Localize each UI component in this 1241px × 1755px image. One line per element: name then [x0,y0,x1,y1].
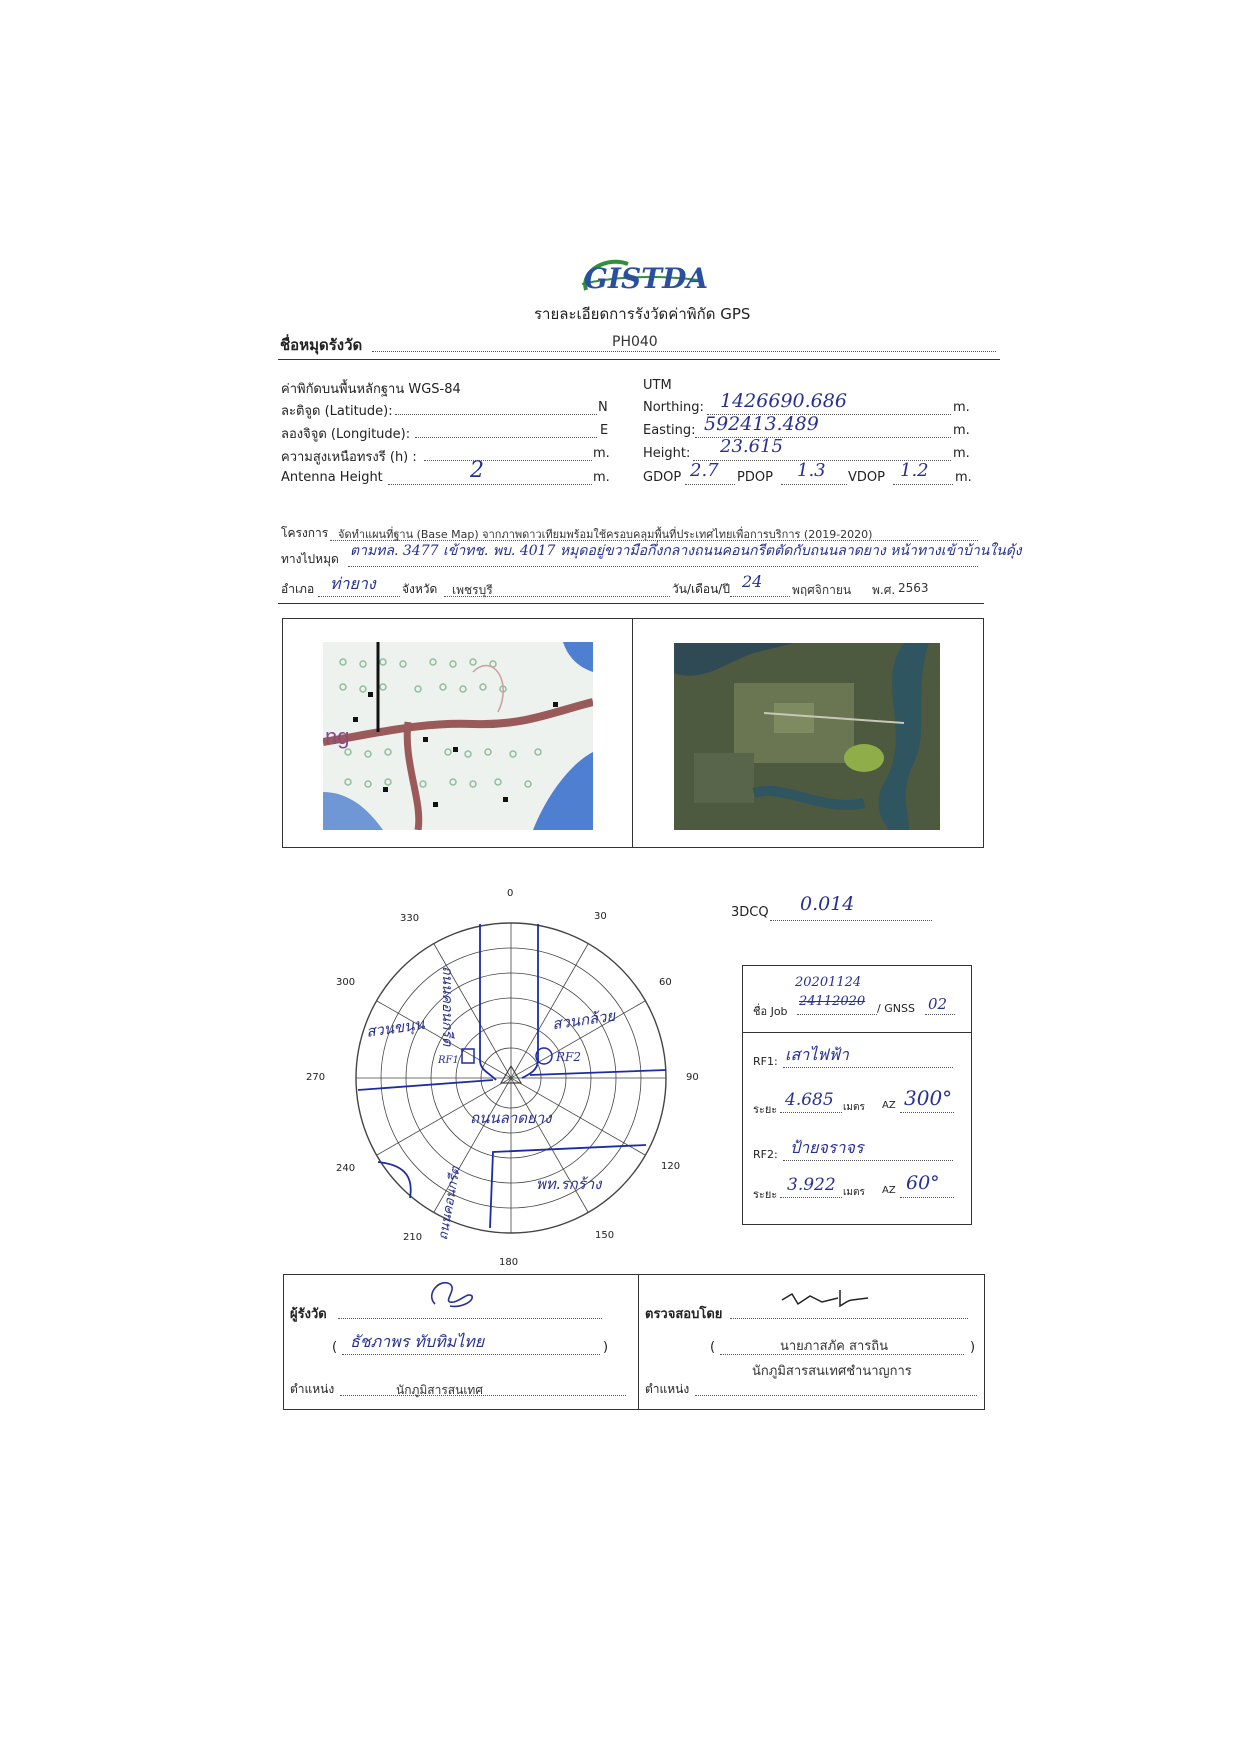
rf2-meter-label: เมตร [843,1187,865,1198]
job-label: ชื่อ Job [753,1005,788,1018]
checker-signature [778,1282,878,1314]
topographic-map [323,642,593,830]
angle-240: 240 [336,1163,356,1174]
angle-120: 120 [661,1161,681,1172]
checker-label: ตรวจสอบโดย [645,1307,723,1322]
antenna-height-label: Antenna Height [281,470,383,485]
surveyor-name: ธัชภาพร ทับทิมไทย [350,1332,485,1351]
station-label: ชื่อหมุดรังวัด [280,336,363,354]
angle-150: 150 [595,1230,615,1241]
logo-text: GISTDA [584,262,709,295]
surveyor-signature [420,1274,480,1314]
angle-180: 180 [499,1257,519,1268]
gdop-value: 2.7 [690,460,719,481]
project-value: จัดทำแผนที่ฐาน (Base Map) จากภาพดาวเทียมพร้อมใช้ครอบคลุมพื้นที่ประเทศไทยเพื่อการบริการ (2019-2020) [338,528,873,541]
angle-330: 330 [400,913,420,924]
rf1-distance-label: ระยะ [753,1103,778,1116]
longitude-label: ลองจิจูด (Longitude): [281,427,411,442]
province-label: จังหวัด [402,582,438,596]
date-day: 24 [742,572,763,591]
latitude-label: ละติจูด (Latitude): [281,404,393,419]
rf1-az-label: AZ [882,1100,896,1111]
angle-270: 270 [306,1072,326,1083]
angle-60: 60 [659,977,672,988]
date-year-label: พ.ศ. [872,583,896,597]
angle-30: 30 [594,911,607,922]
northing-value: 1426690.686 [720,390,847,412]
polar-sky-plot [308,880,716,1280]
route-value: ตามทล. 3477 เข้าทช. พบ. 4017 หมุดอยู่ขวามือกึ่งกลางถนนคอนกรีตตัดกับถนนลาดยาง หน้าทางเข้าบ้านในดุ้ง [350,543,1022,559]
note-southeast: พท.รกร้าง [536,1175,602,1193]
rf1-az: 300° [904,1086,953,1110]
easting-unit: m. [953,423,970,438]
gnss-value: 02 [928,995,948,1013]
rf2-value: ป้ายจราจร [790,1138,864,1157]
wgs84-heading: ค่าพิกัดบนพื้นหลักฐาน WGS-84 [281,382,461,397]
antenna-height-value: 2 [470,458,484,483]
antenna-height-unit: m. [593,470,610,485]
checker-title: นักภูมิสารสนเทศชำนาญการ [752,1364,912,1379]
note-north: ถนนคอนกรีต [439,966,455,1047]
province-value: เพชรบุรี [452,583,493,597]
rf2-label: RF2: [753,1148,778,1161]
gnss-label: / GNSS [877,1002,915,1015]
latitude-unit: N [598,400,608,415]
checker-name: นายภาสภัค สารถิน [780,1339,888,1354]
rf2-distance: 3.922 [787,1175,836,1195]
rf1-value: เสาไฟฟ้า [785,1045,849,1064]
angle-210: 210 [403,1232,423,1243]
district-label: อำเภอ [281,582,315,596]
utm-height-unit: m. [953,446,970,461]
note-south: ถนนลาดยาง [470,1109,552,1127]
vdop-label: VDOP [848,470,885,485]
utm-height-value: 23.615 [720,436,783,457]
date-month: พฤศจิกายน [792,583,852,597]
rf1-meter-label: เมตร [843,1102,865,1113]
dcq-value: 0.014 [800,893,855,915]
pdop-label: PDOP [737,470,773,485]
project-label: โครงการ [281,526,329,540]
route-label: ทางไปหมุด [281,552,339,566]
rf1-distance: 4.685 [785,1090,834,1110]
note-northeast: สวนกล้วย [551,1006,617,1034]
northing-unit: m. [953,400,970,415]
longitude-unit: E [600,423,609,438]
utm-height-label: Height: [643,446,691,461]
station-value: PH040 [612,334,658,350]
satellite-image [674,643,940,830]
dop-unit: m. [955,470,972,485]
checker-position-label: ตำแหน่ง [645,1382,690,1396]
pdop-value: 1.3 [797,460,826,481]
angle-90: 90 [686,1072,699,1083]
date-label: วัน/เดือน/ปี [672,582,730,596]
surveyor-position-label: ตำแหน่ง [290,1382,335,1396]
angle-300: 300 [336,977,356,988]
rf2-az: 60° [906,1172,940,1194]
easting-label: Easting: [643,423,696,438]
date-year: 2563 [898,581,929,595]
map-label: ng [325,724,350,749]
rf2-az-label: AZ [882,1185,896,1196]
rf1-mark: RF1 [438,1055,459,1066]
gdop-label: GDOP [643,470,682,485]
rf1-label: RF1: [753,1055,778,1068]
district-value: ท่ายาง [330,574,376,593]
dcq-label: 3DCQ [731,905,769,920]
ellipsoid-height-label: ความสูงเหนือทรงรี (h) : [281,450,417,465]
gistda-logo [578,250,708,296]
note-northwest: สวนขนุน [365,1015,426,1041]
rf2-mark: RF2 [556,1050,581,1064]
northing-label: Northing: [643,400,704,415]
job-value: 20201124 [795,975,862,990]
utm-heading: UTM [643,378,672,393]
surveyor-label: ผู้รังวัด [290,1307,327,1322]
easting-value: 592413.489 [704,413,819,435]
angle-0: 0 [507,888,514,899]
job-struck-value: 24112020 [799,994,866,1009]
rf2-distance-label: ระยะ [753,1188,778,1201]
note-southwest: ถนนคอนกรีต [435,1165,464,1242]
ellipsoid-height-unit: m. [593,446,610,461]
surveyor-position: นักภูมิสารสนเทศ [396,1383,483,1397]
vdop-value: 1.2 [900,460,929,481]
page-title: รายละเอียดการรังวัดค่าพิกัด GPS [534,305,751,323]
